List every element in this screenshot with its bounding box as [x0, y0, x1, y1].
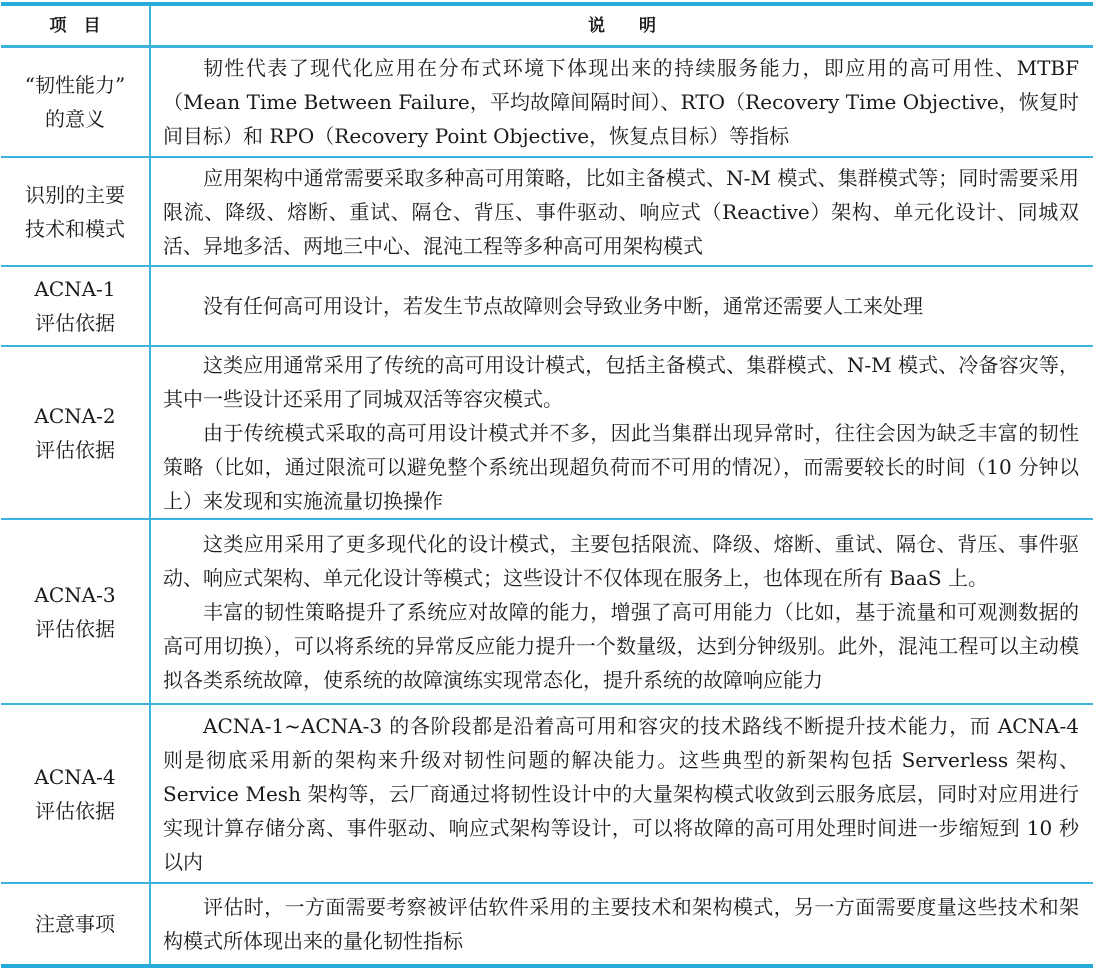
row-item-cell: [1, 267, 151, 345]
row-item-cell: [1, 705, 151, 882]
row-item-label: ACNA-4: [34, 764, 116, 789]
row-item-label: 的意义: [45, 107, 105, 131]
row-description-cell: [151, 884, 1093, 964]
table-row-1: [1, 48, 1093, 158]
row-item-cell: [1, 347, 151, 518]
header-item-label: 项 目: [49, 15, 101, 36]
row-description-paragraph: 由于传统模式采取的高可用设计模式并不多，因此当集群出现异常时，往往会因为缺乏丰富的韧性策略（比如，通过限流可以避免整个系统出现超负荷而不可用的情况），而需要较长的时间（10 分钟以上）来发现和实施流量切换操作: [163, 420, 1079, 513]
header-description-label: 说 明: [588, 15, 656, 36]
row-description-paragraph: 丰富的韧性策略提升了系统应对故障的能力，增强了高可用能力（比如，基于流量和可观测数据的高可用切换），可以将系统的异常反应能力提升一个数量级，达到分钟级别。此外，混沌工程可以主动模拟各类系统故障，使系统的故障演练实现常态化，提升系统的故障响应能力: [163, 599, 1079, 692]
row-item-cell: [1, 158, 151, 265]
resilience-assessment-table: [1, 2, 1093, 968]
row-description-paragraph: 韧性代表了现代化应用在分布式环境下体现出来的持续服务能力，即应用的高可用性、MTBF（Mean Time Between Failure，平均故障间隔时间）、RTO（Recovery Time Objective，恢复时间目标）和 RPO（Recovery Point Objective，恢复点目标）等指标: [163, 56, 1079, 148]
row-description-paragraph: 应用架构中通常需要采取多种高可用策略，比如主备模式、N-M 模式、集群模式等；同时需要采用限流、降级、熔断、重试、隔仓、背压、事件驱动、响应式（Reactive）架构、单元化设计、同城双活、异地多活、两地三中心、混沌工程等多种高可用架构模式: [163, 165, 1079, 258]
row-item-label: 评估依据: [35, 798, 115, 823]
row-description-cell: [151, 520, 1093, 703]
row-description-paragraph: ACNA-1~ACNA-3 的各阶段都是沿着高可用和容灾的技术路线不断提升技术能力，而 ACNA-4 则是彻底采用新的架构来升级对韧性问题的解决能力。这些典型的新架构包括 Serverless 架构、Service Mesh 架构等，云厂商通过将韧性设计中的大量架构模式收敛到云服务底层，同时对应用进行实现计算存储分离、事件驱动、响应式架构等设计，可以将故障的高可用处理时间进一步缩短到 10 秒以内: [163, 713, 1079, 874]
row-description-paragraph: 评估时，一方面需要考察被评估软件采用的主要技术和架构模式，另一方面需要度量这些技术和架构模式所体现出来的量化韧性指标: [163, 895, 1079, 953]
row-item-label: 评估依据: [35, 311, 115, 335]
table-header-row: [1, 6, 1093, 48]
row-description-paragraph: 这类应用通常采用了传统的高可用设计模式，包括主备模式、集群模式、N-M 模式、冷备容灾等，其中一些设计还采用了同城双活等容灾模式。: [163, 352, 1079, 411]
header-description: [151, 6, 1093, 45]
row-description-cell: [151, 705, 1093, 882]
row-item-label: ACNA-3: [34, 582, 116, 607]
table-row-4: [1, 347, 1093, 520]
row-item-label: 识别的主要: [25, 182, 125, 207]
table-row-6: [1, 705, 1093, 884]
row-description-paragraph: 这类应用采用了更多现代化的设计模式，主要包括限流、降级、熔断、重试、隔仓、背压、事件驱动、响应式架构、单元化设计等模式；这些设计不仅体现在服务上，也体现在所有 BaaS 上。: [163, 531, 1079, 590]
row-description-cell: [151, 158, 1093, 265]
row-item-label: 评估依据: [35, 616, 115, 641]
row-item-label: 技术和模式: [25, 216, 125, 241]
row-item-label: ACNA-2: [34, 403, 116, 428]
row-item-label: 注意事项: [35, 912, 115, 936]
table-row-5: [1, 520, 1093, 705]
row-item-label: 评估依据: [35, 437, 115, 462]
row-description-cell: [151, 267, 1093, 345]
row-item-cell: [1, 48, 151, 156]
row-item-label: “韧性能力”: [24, 73, 126, 97]
row-description-paragraph: 没有任何高可用设计，若发生节点故障则会导致业务中断，通常还需要人工来处理: [203, 294, 923, 318]
table-row-2: [1, 158, 1093, 267]
table-row-3: [1, 267, 1093, 347]
header-item: [1, 6, 151, 45]
row-item-label: ACNA-1: [34, 277, 116, 301]
row-item-cell: [1, 520, 151, 703]
table-body: [1, 48, 1093, 964]
row-description-cell: [151, 48, 1093, 156]
row-item-cell: [1, 884, 151, 964]
row-description-cell: [151, 347, 1093, 518]
table-row-7: [1, 884, 1093, 964]
